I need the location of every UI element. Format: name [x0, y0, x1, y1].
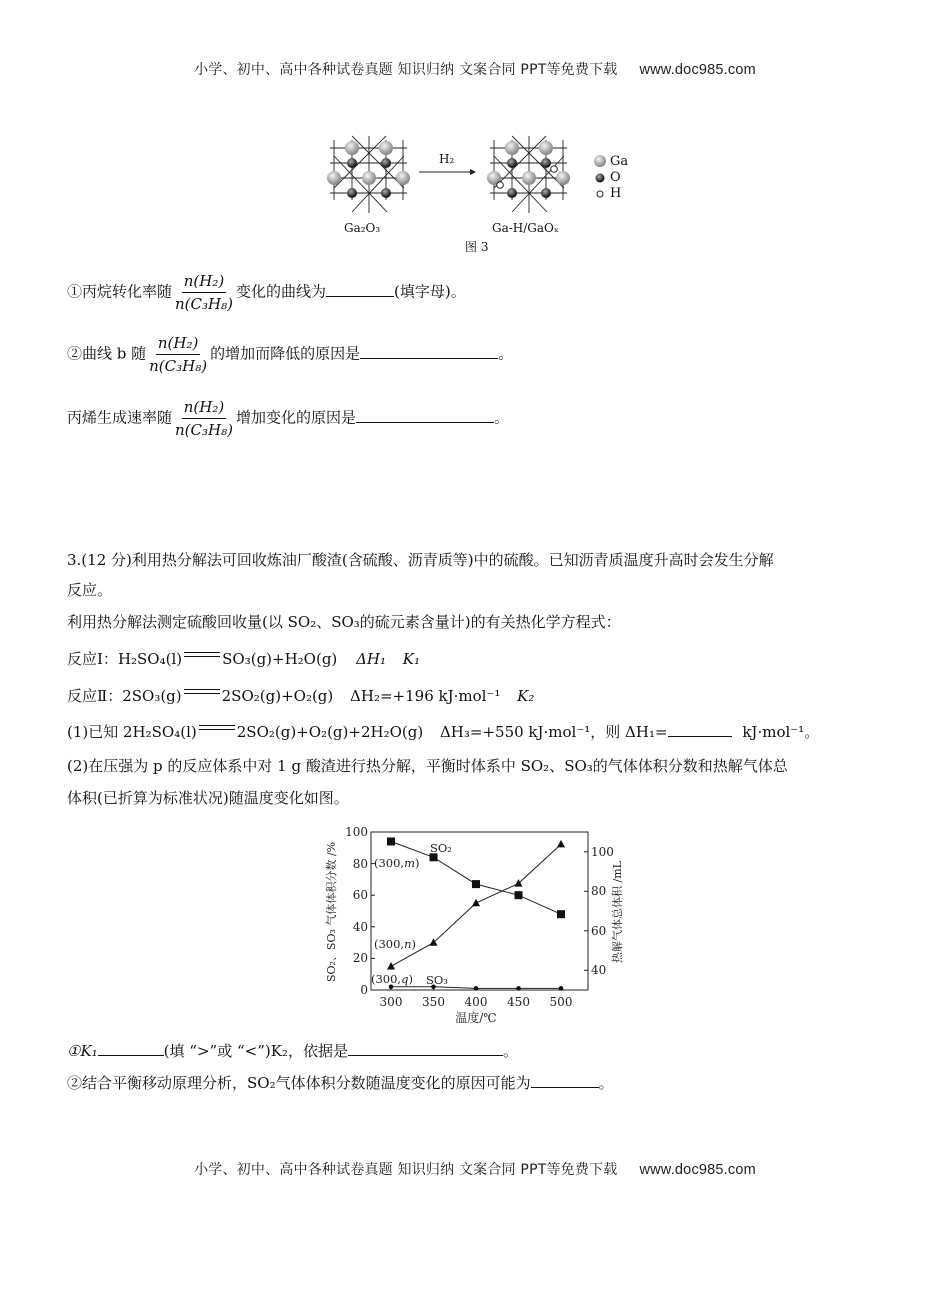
ratio-fraction: $\frac{\text{n(H₂)}}{\text{n(C₃H₈)}}$	[175, 398, 233, 439]
header-url[interactable]: www.doc985.com	[639, 62, 756, 78]
svg-text:20: 20	[352, 951, 368, 965]
equilibrium-arrow-icon	[182, 649, 222, 663]
item1-text: 变化的曲线为	[235, 282, 326, 301]
item1-prefix: ①丙烷转化率随	[67, 282, 173, 301]
reaction2-label: 反应Ⅱ：	[67, 687, 123, 705]
answer-blank[interactable]	[668, 722, 732, 737]
svg-text:350: 350	[422, 995, 445, 1009]
answer-blank[interactable]	[356, 408, 494, 423]
reaction-2	[67, 686, 534, 706]
reaction1-label: 反应Ⅰ：	[67, 650, 118, 668]
ratio-fraction: $\frac{\text{n(H₂)}}{\text{n(C₃H₈)}}$	[175, 272, 233, 313]
svg-text:40: 40	[591, 963, 607, 977]
svg-text:温度/℃: 温度/℃	[455, 1011, 497, 1025]
svg-text:0: 0	[360, 983, 368, 997]
q3-sub-1	[67, 1041, 518, 1061]
q2-item-2	[67, 333, 513, 376]
sub2-text: ②结合平衡移动原理分析，SO₂气体体积分数随温度变化的原因可能为	[67, 1074, 531, 1092]
svg-text:60: 60	[352, 888, 368, 902]
q2-item-3	[67, 397, 509, 440]
svg-text:SO₂、SO₃ 气体体积分数 /%: SO₂、SO₃ 气体体积分数 /%	[325, 841, 338, 983]
svg-text:100: 100	[591, 845, 614, 859]
reaction1-reactant: H₂SO₄(l)	[117, 650, 183, 668]
svg-text:450: 450	[507, 995, 530, 1009]
svg-text:300: 300	[379, 995, 403, 1009]
svg-text:SO₃: SO₃	[426, 973, 448, 987]
svg-text:400: 400	[464, 995, 488, 1009]
answer-blank[interactable]	[531, 1073, 599, 1088]
part1-prefix: (1)已知 2H₂SO₄(l)	[67, 723, 197, 741]
answer-blank[interactable]	[360, 344, 498, 359]
item1-tail: (填字母)。	[393, 282, 466, 301]
q3-part-2-line-2: 体积(已折算为标准状况)随温度变化如图。	[67, 789, 349, 807]
svg-text:热解气体总体积 /mL: 热解气体总体积 /mL	[611, 861, 624, 963]
reaction-1	[67, 649, 420, 669]
reaction1-products: SO₃(g)+H₂O(g)	[222, 650, 338, 668]
legend-o: O	[610, 170, 621, 185]
right-structure-label: Ga-H/GaOₓ	[492, 221, 559, 235]
part1-dh: ΔH₃=+550 kJ·mol⁻¹，则 ΔH₁=	[439, 723, 668, 741]
svg-text:500: 500	[549, 995, 573, 1009]
reaction2-k: K₂	[517, 687, 535, 705]
reaction1-k: K₁	[402, 650, 421, 668]
q3-intro-3: 利用热分解法测定硫酸回收量(以 SO₂、SO₃的硫元素含量计)的有关热化学方程式：	[67, 613, 621, 631]
item3-prefix: 丙烯生成速率随	[67, 408, 173, 427]
reaction2-reactant: 2SO₃(g)	[122, 687, 182, 705]
equilibrium-arrow-icon	[197, 722, 237, 736]
sub1-text: (填 “>”或 “<”)K₂，依据是	[163, 1042, 348, 1060]
header-text: 小学、初中、高中各种试卷真题 知识归纳 文案合同 PPT等免费下载	[194, 62, 618, 78]
q3-sub-2	[67, 1073, 614, 1093]
item2-tail: 。	[498, 344, 514, 363]
q3-intro-2: 反应。	[67, 581, 113, 599]
q3-intro-1: 3.(12 分)利用热分解法可回收炼油厂酸渣(含硫酸、沥青质等)中的硫酸。已知沥青质温度升高时会发生分解	[67, 551, 774, 569]
reaction2-dh: ΔH₂=+196 kJ·mol⁻¹	[350, 687, 501, 705]
sub2-tail: 。	[598, 1074, 614, 1092]
q3-part-2-line-1: (2)在压强为 p 的反应体系中对 1 g 酸渣进行热分解，平衡时体系中 SO₂、SO₃的气体体积分数和热解气体总	[67, 757, 788, 775]
sub1-tail: 。	[502, 1042, 518, 1060]
item2-text: 的增加而降低的原因是	[210, 344, 361, 363]
item3-text: 增加变化的原因是	[235, 408, 356, 427]
svg-text:(300,q): (300,q)	[371, 972, 413, 986]
reaction1-dh: ΔH₁	[356, 650, 387, 668]
page-footer	[0, 1159, 950, 1179]
line-chart	[318, 820, 638, 1030]
svg-text:100: 100	[345, 825, 368, 839]
answer-blank[interactable]	[326, 282, 394, 297]
svg-text:40: 40	[352, 920, 368, 934]
svg-text:60: 60	[591, 924, 607, 938]
answer-blank[interactable]	[98, 1041, 164, 1056]
footer-url[interactable]: www.doc985.com	[639, 1162, 756, 1178]
svg-text:(300,n): (300,n)	[374, 937, 417, 951]
sub1-prefix: ①K₁	[67, 1042, 98, 1060]
part1-unit: kJ·mol⁻¹。	[742, 723, 820, 741]
left-structure-label: Ga₂O₃	[344, 221, 381, 235]
svg-text:80: 80	[352, 857, 368, 871]
arrow-label: H₂	[439, 152, 455, 166]
legend-h: H	[610, 186, 622, 201]
q3-part-1	[67, 722, 819, 742]
legend-ga: Ga	[610, 154, 629, 169]
q2-item-1	[67, 271, 466, 314]
figure-caption: 图 3	[465, 240, 489, 254]
part1-products: 2SO₂(g)+O₂(g)+2H₂O(g)	[236, 723, 424, 741]
page-header	[0, 59, 950, 79]
footer-text: 小学、初中、高中各种试卷真题 知识归纳 文案合同 PPT等免费下载	[194, 1162, 618, 1178]
equilibrium-arrow-icon	[182, 686, 222, 700]
figure-3	[322, 128, 642, 258]
answer-blank[interactable]	[348, 1041, 503, 1056]
reaction2-products: 2SO₂(g)+O₂(g)	[221, 687, 334, 705]
svg-text:SO₂: SO₂	[430, 841, 452, 855]
item2-prefix: ②曲线 b 随	[67, 344, 147, 363]
item3-tail: 。	[493, 408, 509, 427]
svg-text:(300,m): (300,m)	[374, 856, 420, 870]
ratio-fraction: $\frac{\text{n(H₂)}}{\text{n(C₃H₈)}}$	[149, 334, 208, 375]
svg-text:80: 80	[591, 884, 607, 898]
temperature-chart	[318, 820, 638, 1030]
